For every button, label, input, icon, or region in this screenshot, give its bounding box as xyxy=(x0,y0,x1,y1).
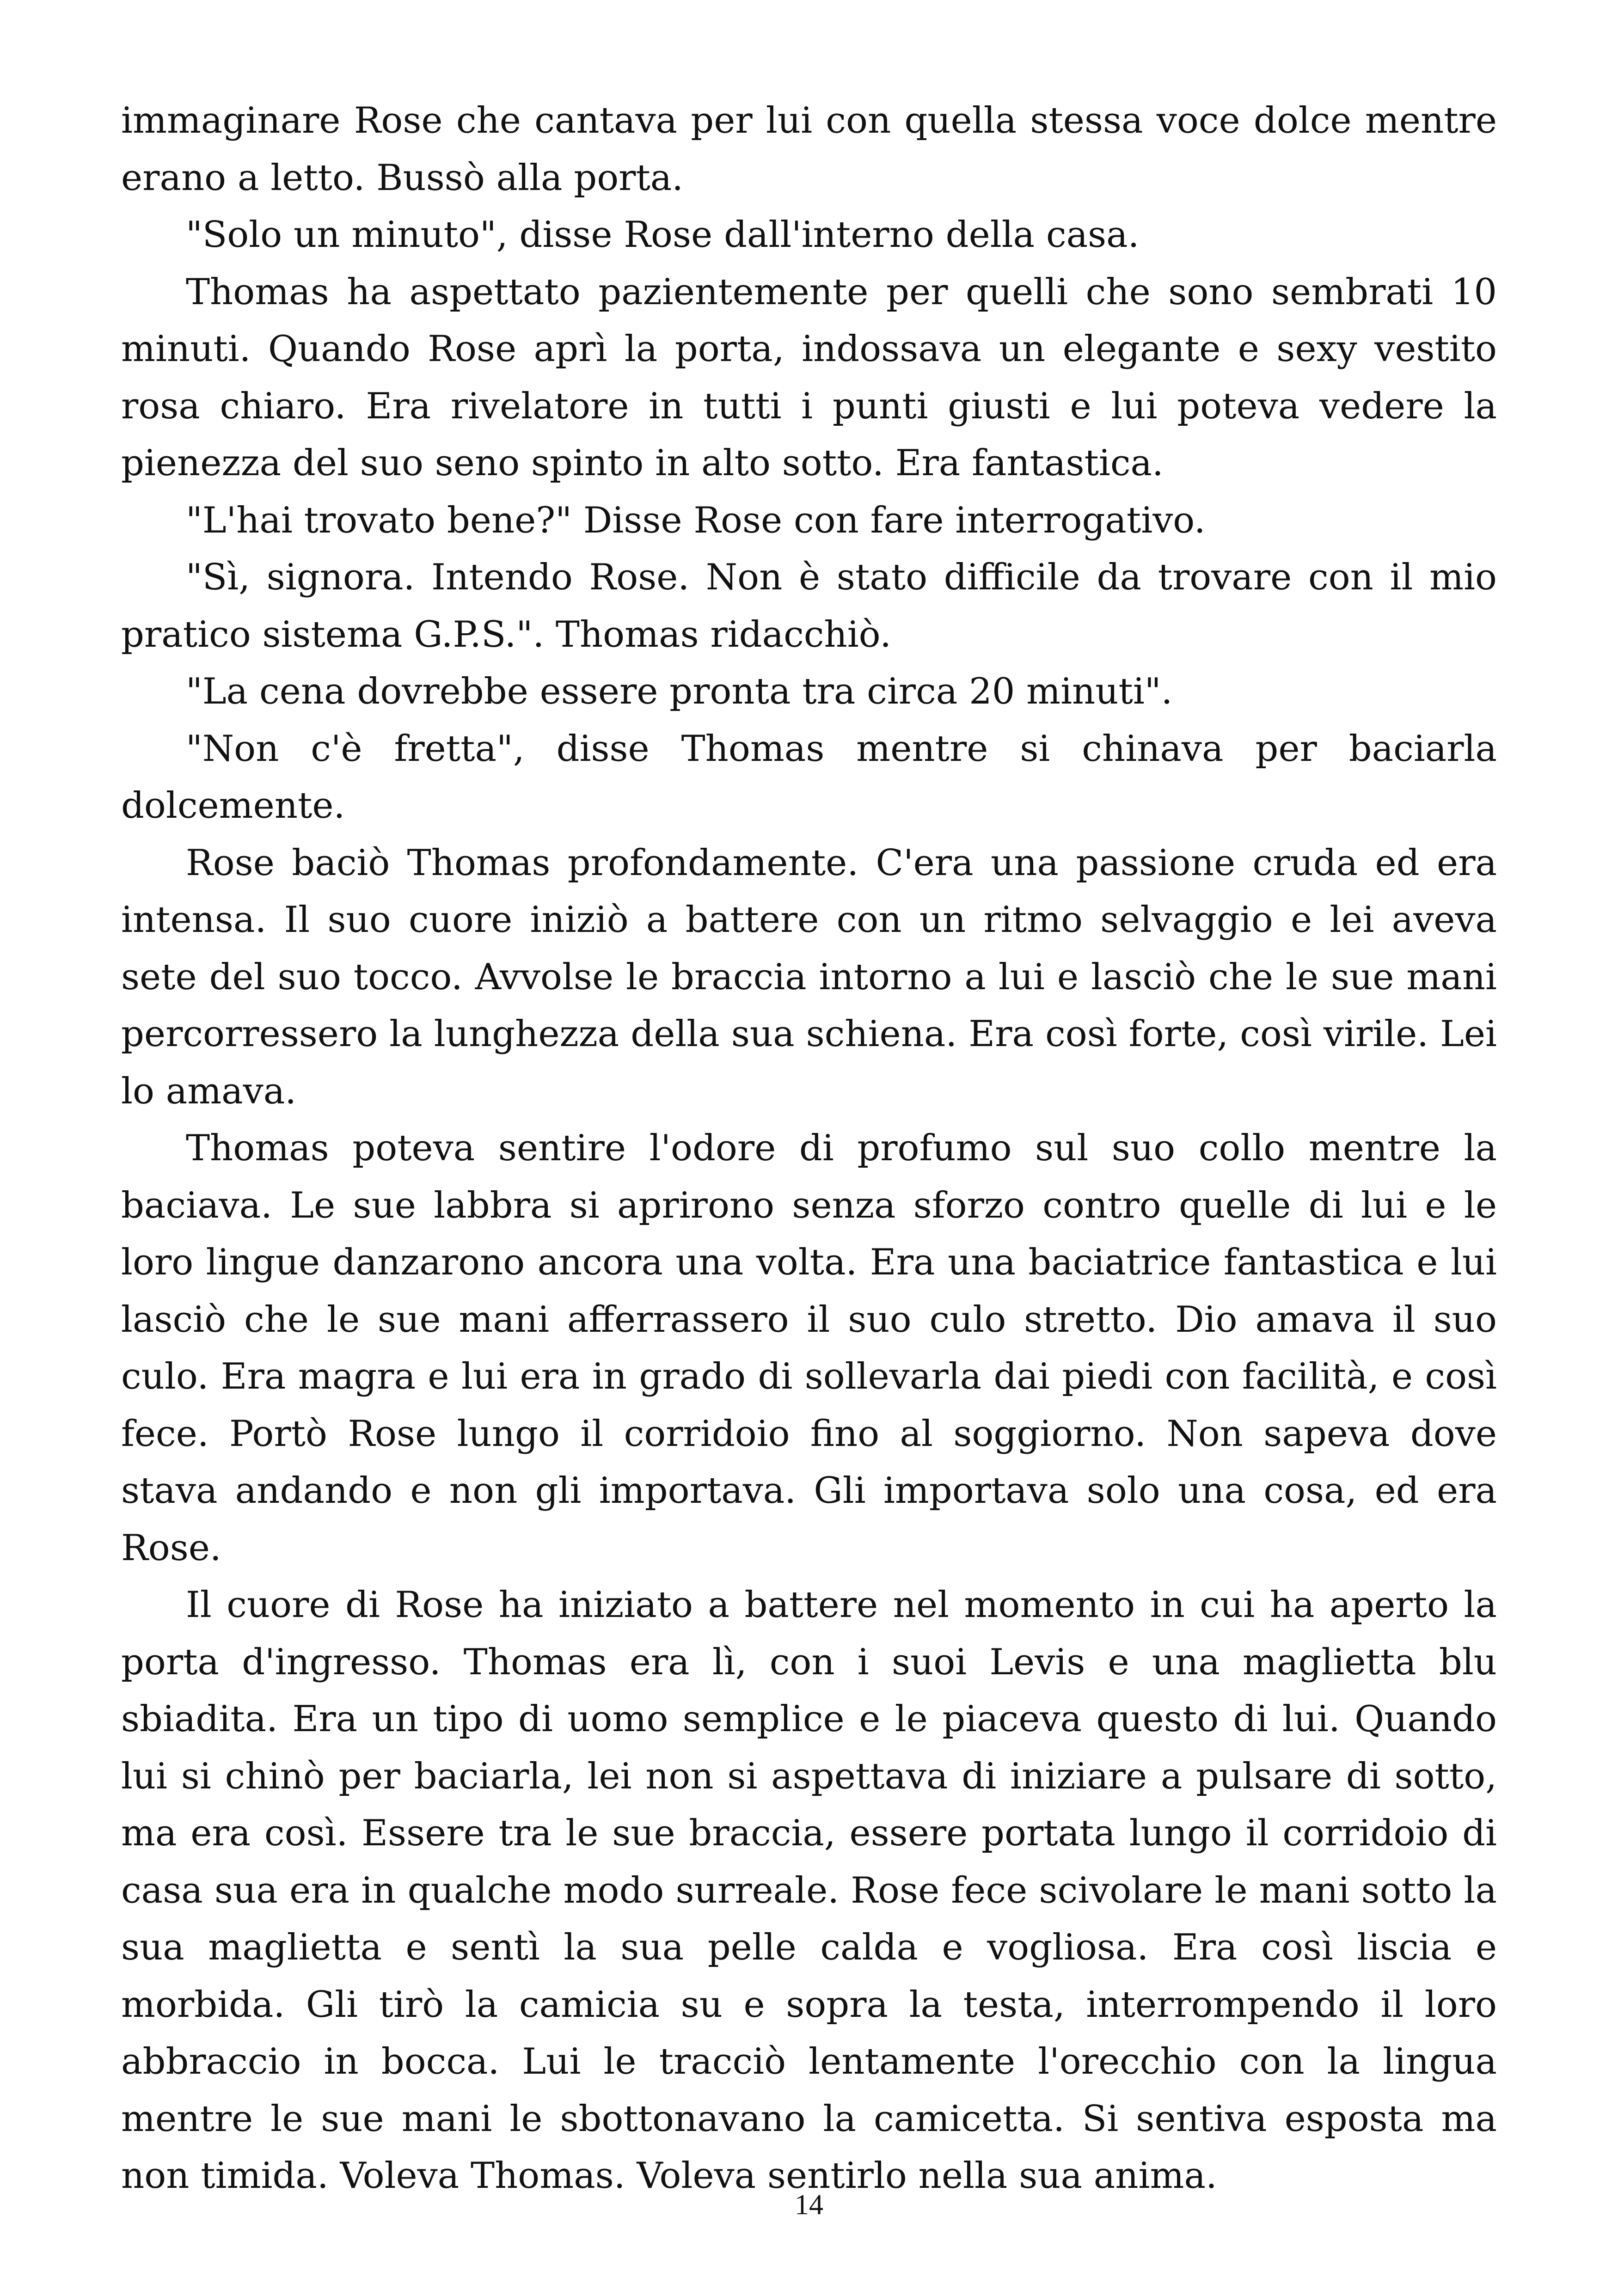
page-body xyxy=(121,92,1497,2205)
paragraph: "L'hai trovato bene?" Disse Rose con fare interrogativo. xyxy=(186,499,1206,541)
page-number: 14 xyxy=(795,2189,823,2221)
paragraph: "La cena dovrebbe essere pronta tra circa 20 minuti". xyxy=(186,671,1173,712)
paragraph: immaginare Rose che cantava per lui con quella stessa voce dolce mentre erano a letto. Bussò alla porta. xyxy=(121,100,1497,199)
paragraph: Rose baciò Thomas profondamente. C'era una passione cruda ed era intensa. Il suo cuore iniziò a battere con un ritmo selvaggio e lei aveva sete del suo tocco. Avvolse le braccia intorno a lui e lasciò che le sue mani percorressero la lunghezza della sua schiena. Era così forte, così virile. Lei lo amava. xyxy=(121,842,1497,1112)
paragraph: Thomas poteva sentire l'odore di profumo sul suo collo mentre la baciava. Le sue labbra si aprirono senza sforzo contro quelle di lui e le loro lingue danzarono ancora una volta. Era una baciatrice fantastica e lui lasciò che le sue mani afferrassero il suo culo stretto. Dio amava il suo culo. Era magra e lui era in grado di sollevarla dai piedi con facilità, e così fece. Portò Rose lungo il corridoio fino al soggiorno. Non sapeva dove stava andando e non gli importava. Gli importava solo una cosa, ed era Rose. xyxy=(121,1127,1497,1569)
paragraph: "Non c'è fretta", disse Thomas mentre si chinava per baciarla dolcemente. xyxy=(121,728,1497,827)
paragraph: Il cuore di Rose ha iniziato a battere nel momento in cui ha aperto la porta d'ingresso. Thomas era lì, con i suoi Levis e una maglietta blu sbiadita. Era un tipo di uomo semplice e le piaceva questo di lui. Quando lui si chinò per baciarla, lei non si aspettava di iniziare a pulsare di sotto, ma era così. Essere tra le sue braccia, essere portata lungo il corridoio di casa sua era in qualche modo surreale. Rose fece scivolare le mani sotto la sua maglietta e sentì la sua pelle calda e vogliosa. Era così liscia e morbida. Gli tirò la camicia su e sopra la testa, interrompendo il loro abbraccio in bocca. Lui le tracciò lentamente l'orecchio con la lingua mentre le sue mani le sbottonavano la camicetta. Si sentiva esposta ma non timida. Voleva Thomas. Voleva sentirlo nella sua anima. xyxy=(121,1584,1497,2197)
paragraph: "Solo un minuto", disse Rose dall'interno della casa. xyxy=(186,214,1140,256)
paragraph: "Sì, signora. Intendo Rose. Non è stato difficile da trovare con il mio pratico sistema G.P.S.". Thomas ridacchiò. xyxy=(121,557,1497,655)
paragraph: Thomas ha aspettato pazientemente per quelli che sono sembrati 10 minuti. Quando Rose aprì la porta, indossava un elegante e sexy vestito rosa chiaro. Era rivelatore in tutti i punti giusti e lui poteva vedere la pienezza del suo seno spinto in alto sotto. Era fantastica. xyxy=(121,271,1497,484)
